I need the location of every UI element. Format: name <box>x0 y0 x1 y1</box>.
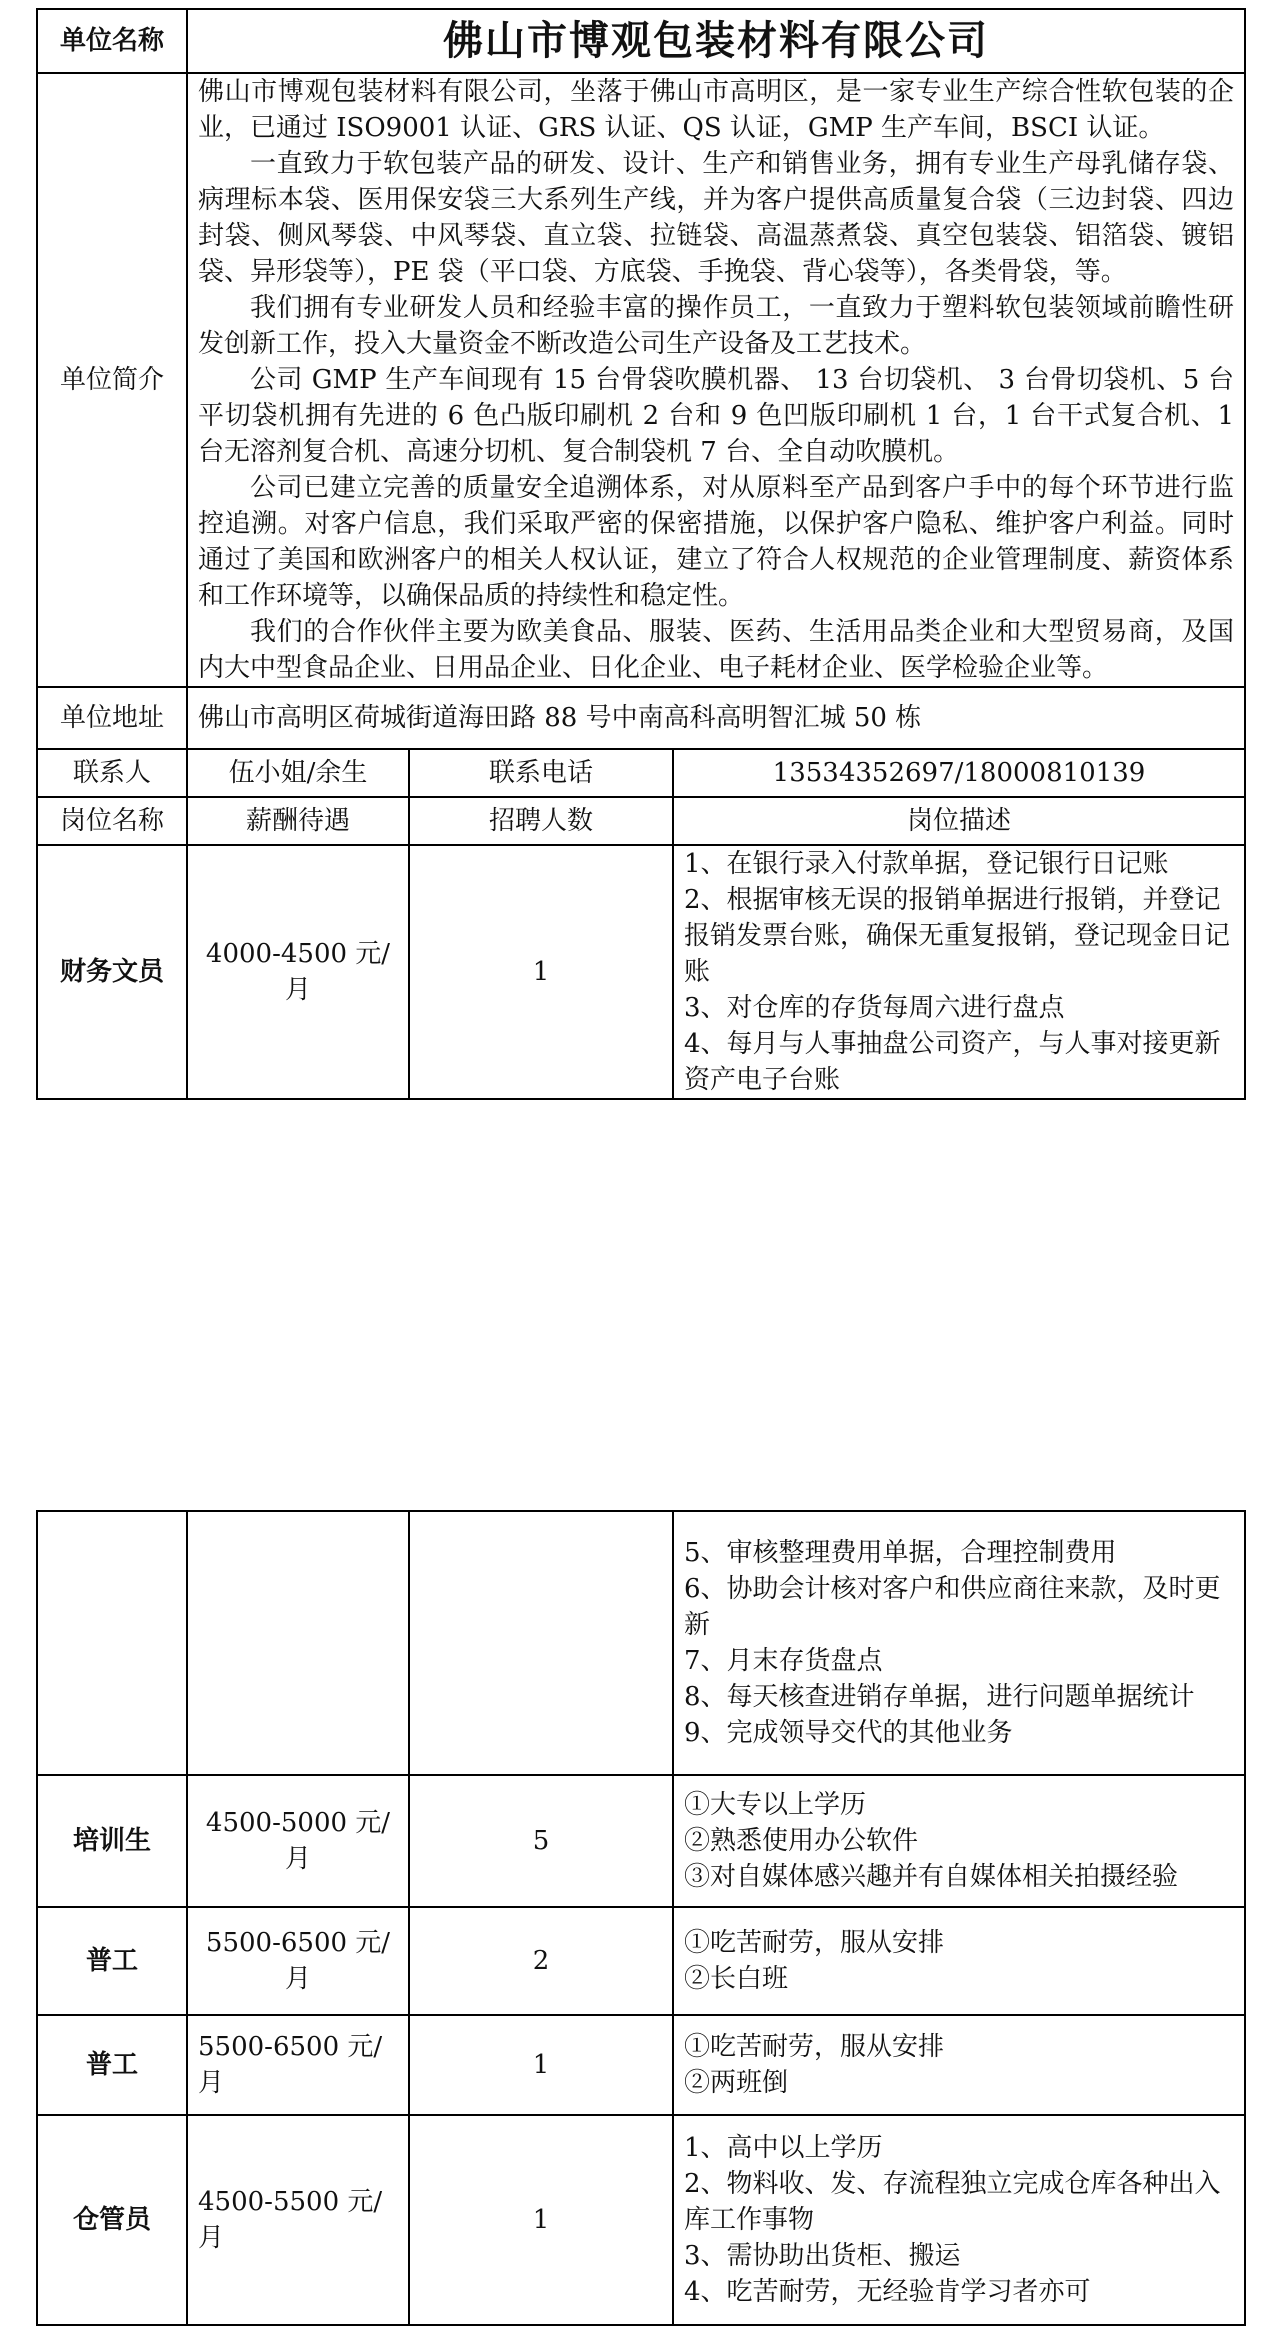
desc-line: 3、需协助出货柜、搬运 <box>684 2241 961 2271</box>
job-count: 1 <box>409 2115 673 2325</box>
desc-line: 2、根据审核无误的报销单据进行报销，并登记报销发票台账，确保无重复报销，登记现金日记账 <box>684 885 1231 987</box>
desc-line: 4、每月与人事抽盘公司资产，与人事对接更新资产电子台账 <box>684 1029 1221 1095</box>
desc-line: 1、高中以上学历 <box>684 2133 883 2163</box>
desc-line: 1、在银行录入付款单据，登记银行日记账 <box>684 849 1169 879</box>
job-salary <box>187 1511 409 1775</box>
desc-line: 6、协助会计核对客户和供应商往来款，及时更新 <box>684 1574 1221 1640</box>
label-address: 单位地址 <box>37 687 187 749</box>
job-salary: 5500-6500 元/月 <box>187 2015 409 2115</box>
job-salary: 4500-5000 元/月 <box>187 1775 409 1907</box>
company-table <box>36 8 1246 1100</box>
job-salary: 5500-6500 元/月 <box>187 1907 409 2015</box>
desc-line: 9、完成领导交代的其他业务 <box>684 1718 1013 1748</box>
intro-paragraph: 一直致力于软包装产品的研发、设计、生产和销售业务，拥有专业生产母乳储存袋、病理标本袋、医用保安袋三大系列生产线，并为客户提供高质量复合袋（三边封袋、四边封袋、侧风琴袋、中风琴袋、直立袋、拉链袋、高温蒸煮袋、真空包装袋、铝箔袋、镀铝袋、异形袋等），PE 袋（平口袋、方底袋、手挽袋、背心袋等），各类骨袋，等。 <box>198 149 1234 287</box>
desc-line: ②熟悉使用办公软件 <box>684 1826 919 1856</box>
jobs-table <box>36 1510 1246 2326</box>
header-position: 岗位名称 <box>37 797 187 845</box>
desc-line: 2、物料收、发、存流程独立完成仓库各种出入库工作事物 <box>684 2169 1221 2235</box>
company-name: 佛山市博观包装材料有限公司 <box>187 9 1245 73</box>
job-title: 培训生 <box>37 1775 187 1907</box>
intro-paragraph: 我们的合作伙伴主要为欧美食品、服装、医药、生活用品类企业和大型贸易商，及国内大中型食品企业、日用品企业、日化企业、电子耗材企业、医学检验企业等。 <box>198 617 1234 683</box>
label-contact: 联系人 <box>37 749 187 797</box>
desc-line: 7、月末存货盘点 <box>684 1646 883 1676</box>
intro-paragraph: 我们拥有专业研发人员和经验丰富的操作员工，一直致力于塑料软包装领域前瞻性研发创新工作，投入大量资金不断改造公司生产设备及工艺技术。 <box>198 293 1234 359</box>
label-company-name: 单位名称 <box>37 9 187 73</box>
desc-line: 5、审核整理费用单据，合理控制费用 <box>684 1538 1117 1568</box>
desc-line: 3、对仓库的存货每周六进行盘点 <box>684 993 1065 1023</box>
job-desc <box>673 845 1245 1099</box>
desc-line: ③对自媒体感兴趣并有自媒体相关拍摄经验 <box>684 1862 1179 1892</box>
header-count: 招聘人数 <box>409 797 673 845</box>
contact-phone: 13534352697/18000810139 <box>673 749 1245 797</box>
job-desc <box>673 1511 1245 1775</box>
job-desc <box>673 2015 1245 2115</box>
job-count: 1 <box>409 845 673 1099</box>
contact-person: 伍小姐/余生 <box>187 749 409 797</box>
job-title: 普工 <box>37 2015 187 2115</box>
intro-paragraph: 公司 GMP 生产车间现有 15 台骨袋吹膜机器、 13 台切袋机、 3 台骨切袋机、5 台平切袋机拥有先进的 6 色凸版印刷机 2 台和 9 色凹版印刷机 1 台，1 台干式复合机、1 台无溶剂复合机、高速分切机、复合制袋机 7 台、全自动吹膜机。 <box>198 365 1234 467</box>
desc-line: ①吃苦耐劳，服从安排 <box>684 1928 945 1958</box>
job-title: 仓管员 <box>37 2115 187 2325</box>
job-desc <box>673 1907 1245 2015</box>
job-salary: 4500-5500 元/月 <box>187 2115 409 2325</box>
desc-line: 4、吃苦耐劳，无经验肯学习者亦可 <box>684 2277 1091 2307</box>
company-address: 佛山市高明区荷城街道海田路 88 号中南高科高明智汇城 50 栋 <box>187 687 1245 749</box>
job-title <box>37 1511 187 1775</box>
intro-paragraph: 佛山市博观包装材料有限公司，坐落于佛山市高明区，是一家专业生产综合性软包装的企业，已通过 ISO9001 认证、GRS 认证、QS 认证，GMP 生产车间，BSCI 认证。 <box>198 77 1234 143</box>
job-title: 财务文员 <box>37 845 187 1099</box>
job-count: 2 <box>409 1907 673 2015</box>
desc-line: ②长白班 <box>684 1964 789 1994</box>
desc-line: ①吃苦耐劳，服从安排 <box>684 2032 945 2062</box>
job-salary: 4000-4500 元/月 <box>187 845 409 1099</box>
company-intro <box>187 73 1245 687</box>
label-phone: 联系电话 <box>409 749 673 797</box>
job-count: 5 <box>409 1775 673 1907</box>
label-company-intro: 单位简介 <box>37 73 187 687</box>
job-count: 1 <box>409 2015 673 2115</box>
job-title: 普工 <box>37 1907 187 2015</box>
desc-line: 8、每天核查进销存单据，进行问题单据统计 <box>684 1682 1195 1712</box>
job-count <box>409 1511 673 1775</box>
job-desc <box>673 2115 1245 2325</box>
desc-line: ①大专以上学历 <box>684 1790 867 1820</box>
job-desc <box>673 1775 1245 1907</box>
header-desc: 岗位描述 <box>673 797 1245 845</box>
desc-line: ②两班倒 <box>684 2068 789 2098</box>
intro-paragraph: 公司已建立完善的质量安全追溯体系，对从原料至产品到客户手中的每个环节进行监控追溯。对客户信息，我们采取严密的保密措施，以保护客户隐私、维护客户利益。同时通过了美国和欧洲客户的相关人权认证，建立了符合人权规范的企业管理制度、薪资体系和工作环境等，以确保品质的持续性和稳定性。 <box>198 473 1234 611</box>
header-salary: 薪酬待遇 <box>187 797 409 845</box>
